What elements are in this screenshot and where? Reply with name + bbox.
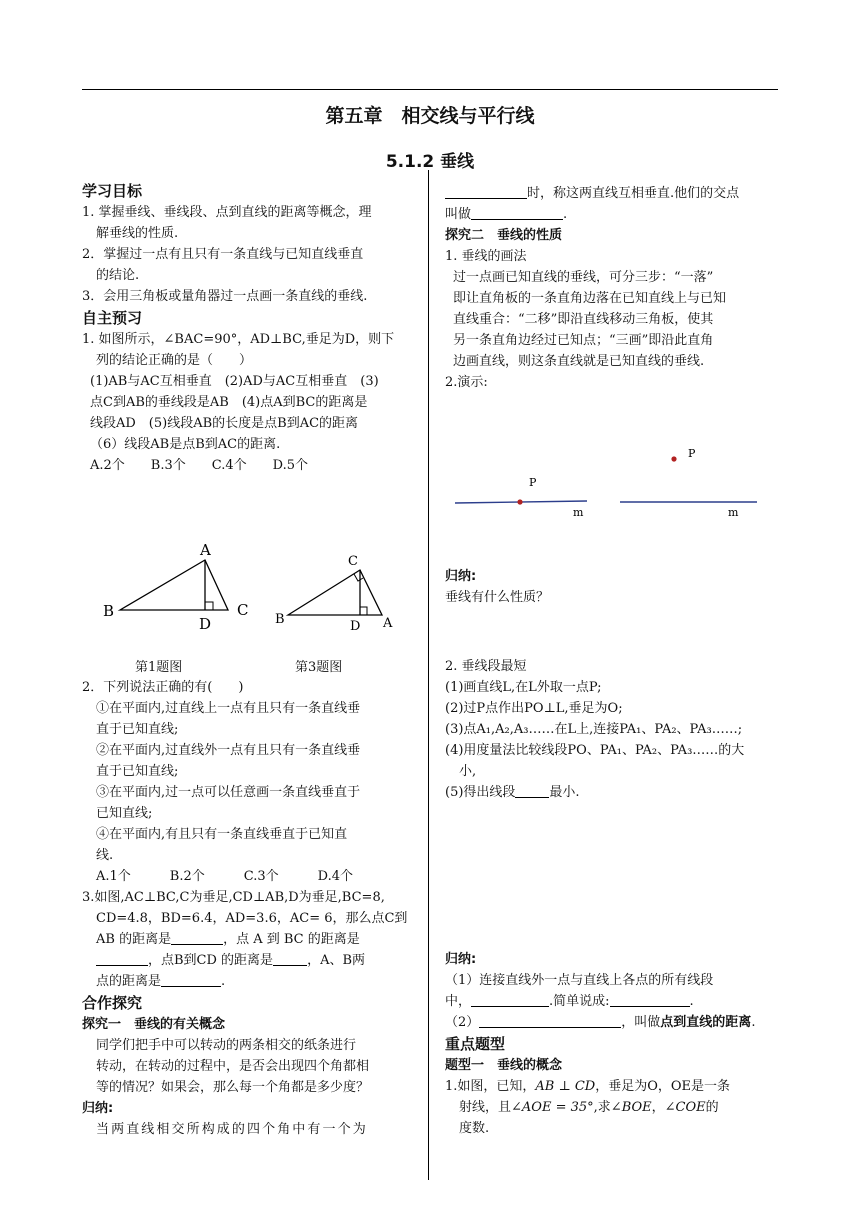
- preview-heading: 自主预习: [82, 309, 143, 327]
- method-heading: 1. 垂线的画法: [445, 249, 527, 264]
- goal-line: 1. 掌握垂线、垂线段、点到直线的距离等概念，理: [82, 205, 372, 220]
- explore2-heading: 探究二 垂线的性质: [445, 228, 563, 243]
- demo-point-2: [671, 456, 676, 461]
- blank-summary2-3[interactable]: [479, 1013, 621, 1028]
- explore1-line: 等的情况？如果会，那么每一个角都是多少度？: [96, 1080, 370, 1095]
- q2-line: ②在平面内,过直线外一点有且只有一条直线垂: [96, 743, 361, 758]
- fig1-label-a: A: [200, 541, 211, 559]
- figure-3: [270, 545, 410, 635]
- explore1-heading: 探究一 垂线的有关概念: [82, 1017, 226, 1032]
- type1-line: 1.如图，已知，AB ⊥ CD，垂足为O，OE是一条: [445, 1079, 731, 1094]
- key-heading: 重点题型: [445, 1035, 506, 1053]
- q2-line: 线.: [96, 848, 114, 863]
- fig1-label-d: D: [199, 615, 212, 633]
- type1-line: 射线，且∠AOE = 35°,求∠BOE，∠COE的: [459, 1100, 719, 1115]
- demo-label: 2.演示:: [445, 375, 488, 390]
- step-line: (2)过P点作出PO⊥L,垂足为O;: [445, 701, 623, 716]
- fig3-right-angle-c: [354, 574, 363, 581]
- fig1-right-angle: [205, 602, 213, 610]
- blank-summary2-1[interactable]: [471, 992, 549, 1007]
- fig1-caption: 第1题图: [135, 660, 183, 675]
- method-line: 即让直角板的一条直角边落在已知直线上与已知: [453, 291, 727, 306]
- q1-line: (1)AB与AC互相垂直 (2)AD与AC互相垂直 (3): [90, 374, 379, 389]
- right-summary: [445, 566, 785, 608]
- blank-foot[interactable]: [471, 205, 563, 220]
- fig3-triangle: [288, 570, 382, 615]
- chapter-title: 第五章 相交线与平行线: [325, 105, 535, 127]
- demo-p-label-2: P: [688, 447, 696, 460]
- right-summary2: [445, 949, 785, 1139]
- q2-line: 直于已知直线;: [96, 722, 179, 737]
- q2-line: ①在平面内,过直线上一点有且只有一条直线垂: [96, 701, 361, 716]
- blank-q3-1[interactable]: [171, 930, 223, 945]
- method-line: 过一点画已知直线的垂线，可分三步：“一落”: [453, 270, 714, 285]
- q2-options: A.1个 B.2个 C.3个 D.4个: [96, 869, 353, 884]
- step-line: (3)点A₁,A₂,A₃……在L上,连接PA₁、PA₂、PA₃……;: [445, 722, 743, 737]
- summary2-label: 归纳:: [445, 952, 477, 967]
- fig3-label-a: A: [383, 616, 393, 631]
- summary-label: 归纳:: [445, 569, 477, 584]
- section-title: 5.1.2 垂线: [385, 152, 475, 172]
- goal-line: 3．会用三角板或量角器过一点画一条直线的垂线.: [82, 289, 368, 304]
- step-line: 小,: [459, 764, 477, 779]
- fig3-caption: 第3题图: [295, 660, 343, 675]
- step-line: (5)得出线段 最小.: [445, 785, 580, 800]
- demo-m-label-2: m: [728, 506, 739, 519]
- shortest-heading: 2. 垂线段最短: [445, 659, 527, 674]
- summary1-line: 当两直线相交所构成的四个角中有一个为: [96, 1122, 368, 1137]
- q1-line: 点C到AB的垂线段是AB (4)点A到BC的距离是: [90, 395, 368, 410]
- fig1-label-b: B: [103, 602, 115, 620]
- q2-line: 2．下列说法正确的有( ): [82, 680, 244, 695]
- q3-line: 3.如图,AC⊥BC,C为垂足,CD⊥AB,D为垂足,BC=8,: [82, 890, 385, 905]
- column-divider: [428, 170, 429, 1180]
- q3-line: 点的距离是 .: [96, 974, 226, 989]
- blank-perp-angle[interactable]: [445, 184, 527, 199]
- right-shortest: [445, 656, 785, 803]
- left-column-top: [82, 180, 422, 476]
- goal-line: 解垂线的性质.: [96, 226, 179, 241]
- coop-heading: 合作探究: [82, 994, 143, 1012]
- left-column-bottom: [82, 677, 422, 1140]
- blank-q3-2[interactable]: [96, 951, 148, 966]
- fig3-label-d: D: [350, 619, 361, 634]
- fig3-label-c: C: [348, 554, 358, 569]
- summary2-line: （1）连接直线外一点与直线上各点的所有线段: [445, 973, 714, 988]
- q2-line: 已知直线;: [96, 806, 153, 821]
- figure-1: [95, 535, 265, 635]
- q2-line: ③在平面内,过一点可以任意画一条直线垂直于: [96, 785, 361, 800]
- goal-line: 2．掌握过一点有且只有一条直线与已知直线垂直: [82, 247, 364, 262]
- goals-heading: 学习目标: [82, 182, 143, 200]
- q1-line: 列的结论正确的是（ ）: [96, 353, 253, 368]
- method-line: 直线重合：“二移”即沿直线移动三角板，使其: [453, 312, 714, 327]
- q1-line: （6）线段AB是点B到AC的距离.: [90, 437, 281, 452]
- method-line: 另一条直角边经过已知点；“三画”即沿此直角: [453, 333, 714, 348]
- demo-m-label-1: m: [573, 506, 584, 519]
- header-rule: [82, 89, 778, 90]
- fig1-label-c: C: [237, 601, 249, 619]
- demo-point-1: [517, 499, 522, 504]
- q3-line: AB 的距离是 ，点 A 到 BC 的距离是: [96, 932, 360, 947]
- right-column-top: [445, 183, 785, 393]
- cont-line: 叫做 .: [445, 207, 568, 222]
- q2-line: 直于已知直线;: [96, 764, 179, 779]
- blank-shortest[interactable]: [515, 783, 549, 798]
- q3-line: ，点B到CD 的距离是 ，A、B两: [82, 950, 422, 971]
- summary-question: 垂线有什么性质？: [445, 590, 550, 605]
- blank-q3-3[interactable]: [273, 951, 307, 966]
- cont-line: 时，称这两直线互相垂直.他们的交点: [445, 183, 785, 204]
- q2-line: ④在平面内,有且只有一条直线垂直于已知直: [96, 827, 348, 842]
- fig3-label-b: B: [275, 612, 285, 627]
- demo-figure: [452, 445, 762, 520]
- q3-line: CD=4.8，BD=6.4，AD=3.6，AC= 6，那么点C到: [96, 911, 408, 926]
- q1-line: 1. 如图所示，∠BAC=90°，AD⊥BC,垂足为D，则下: [82, 332, 395, 347]
- demo-p-label-1: P: [529, 476, 537, 489]
- goal-line: 的结论.: [96, 268, 140, 283]
- explore1-line: 转动，在转动的过程中，是否会出现四个角都相: [96, 1059, 370, 1074]
- blank-summary2-2[interactable]: [610, 992, 690, 1007]
- summary2-line: 中， .简单说成: .: [445, 994, 694, 1009]
- step-line: (4)用度量法比较线段PO、PA₁、PA₂、PA₃……的大: [445, 743, 745, 758]
- method-line: 边画直线，则这条直线就是已知直线的垂线.: [453, 354, 705, 369]
- q1-line: 线段AD (5)线段AB的长度是点B到AC的距离: [90, 416, 359, 431]
- summary2-line: （2） ，叫做点到直线的距离.: [445, 1015, 756, 1030]
- step-line: (1)画直线L,在L外取一点P;: [445, 680, 602, 695]
- summary-label: 归纳:: [82, 1101, 114, 1116]
- type1-line: 度数.: [459, 1121, 490, 1136]
- fig3-right-angle-d: [360, 607, 367, 615]
- blank-q3-4[interactable]: [161, 972, 221, 987]
- q1-options: A.2个 B.3个 C.4个 D.5个: [90, 458, 308, 473]
- type1-heading: 题型一 垂线的概念: [445, 1058, 563, 1073]
- explore1-line: 同学们把手中可以转动的两条相交的纸条进行: [96, 1038, 357, 1053]
